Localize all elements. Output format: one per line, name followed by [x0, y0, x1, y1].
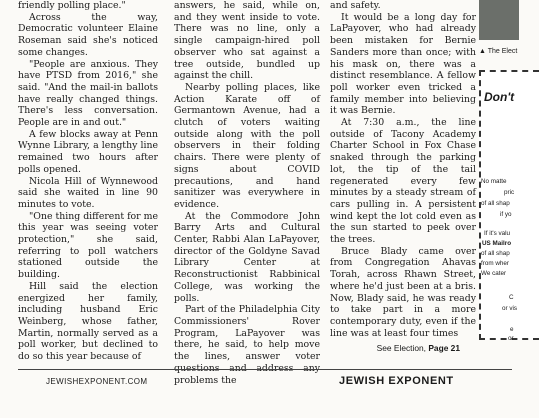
ad-line: or [508, 335, 514, 342]
ad-line: of all shap [481, 200, 510, 207]
article-paragraph: At the Commodore John Barry Arts and Cultural Center, Rabbi Alan LaPayover, director of the Goldyne Savad Library Center at Reconstructionist Rabbinical College, was working the polls. [174, 210, 320, 304]
website-url[interactable]: JEWISHEXPONENT.COM [46, 377, 148, 386]
article-paragraph: Across the way, Democratic volunteer Elaine Roseman said she's noticed some changes. [18, 11, 158, 58]
ad-line: US Mailro [482, 240, 512, 247]
ad-line: If it's valu [484, 230, 511, 237]
photo-caption: ▲ The Elect [479, 48, 518, 55]
ad-line: e [510, 326, 514, 333]
article-column-3 [330, 0, 476, 339]
continued-prefix: See Election, [376, 343, 426, 353]
article-paragraph: "People are anxious. They have PTSD from 2016," she said. "And the mail-in ballots have really changed things. There's less conversation. People are in and out." [18, 58, 158, 129]
article-paragraph: and safety. [330, 0, 381, 11]
ad-line: of all shap [481, 250, 510, 257]
footer-rule [18, 369, 512, 370]
ad-heading: Don't [484, 90, 515, 104]
article-paragraph: Nicola Hill of Wynnewood said she waited in line 90 minutes to vote. [18, 175, 158, 210]
ad-line: No matte [481, 178, 507, 185]
ad-line: if yo [500, 211, 512, 218]
article-paragraph: friendly polling place." [18, 0, 126, 11]
continued-reference[interactable] [330, 343, 460, 353]
ad-line: or vis [502, 305, 518, 312]
article-paragraph: Nearby polling places, like Action Karate off of Germantown Avenue, had a clutch of voters waiting outside along with the poll observers in their folding chairs. There were plenty of signs about COVID precautions, and hand sanitizer was everywhere in evidence. [174, 81, 320, 210]
advertisement-box [479, 70, 539, 340]
article-paragraph: At 7:30 a.m., the line outside of Tacony Academy Charter School in Fox Chase snaked through the parking lot, the tip of the tail regenerated every few minutes by a steady stream of cars pulling in. A persistent wind kept the lot cold even as the sun started to peek over the trees. [330, 117, 476, 246]
article-paragraph: Bruce Blady came over from Congregation Ahavas Torah, across Rhawn Street, where he'd just been at a bris. Now, Blady said, he was ready to take part in a more contemporary duty, even if the line was at least four times [330, 245, 476, 339]
ad-line: C [509, 294, 514, 301]
ad-line: We cater [481, 270, 507, 277]
article-paragraph: It would be a long day for LaPayover, who had already been mistaken for Bernie Sanders more than once; with his mask on, there was a distinct resemblance. A fellow poll worker even tricked a family member into believing it was Bernie. [330, 11, 476, 117]
photo-crop [479, 0, 519, 40]
adjacent-content-strip [476, 0, 518, 392]
article-paragraph: Hill said the election energized her family, including husband Eric Weinberg, whose father, Martin, normally served as a poll worker, but declined to do so this year because of [18, 280, 158, 363]
ad-line: from wher [481, 260, 509, 267]
article-column-2 [174, 0, 320, 386]
continued-page: Page 21 [428, 343, 460, 353]
article-paragraph: Part of the Philadelphia City Commissioners' Rover Program, LaPayover was there, he said, to help move the lines, answer voter questions and address any problems the [174, 304, 320, 386]
article-paragraph: A few blocks away at Penn Wynne Library, a lengthy line remained two hours after polls opened. [18, 128, 158, 175]
publication-name: JEWISH EXPONENT [339, 375, 454, 387]
article-paragraph: "One thing different for me this year was seeing voter protection," she said, referring to poll watchers stationed outside the building. [18, 210, 158, 281]
article-column-1 [18, 0, 158, 363]
ad-line: pric [504, 189, 515, 196]
article-paragraph: answers, he said, while on, and they went inside to vote. There was no line, only a single campaign-hired poll observer who sat against a tree outside, bundled up against the chill. [174, 0, 320, 82]
